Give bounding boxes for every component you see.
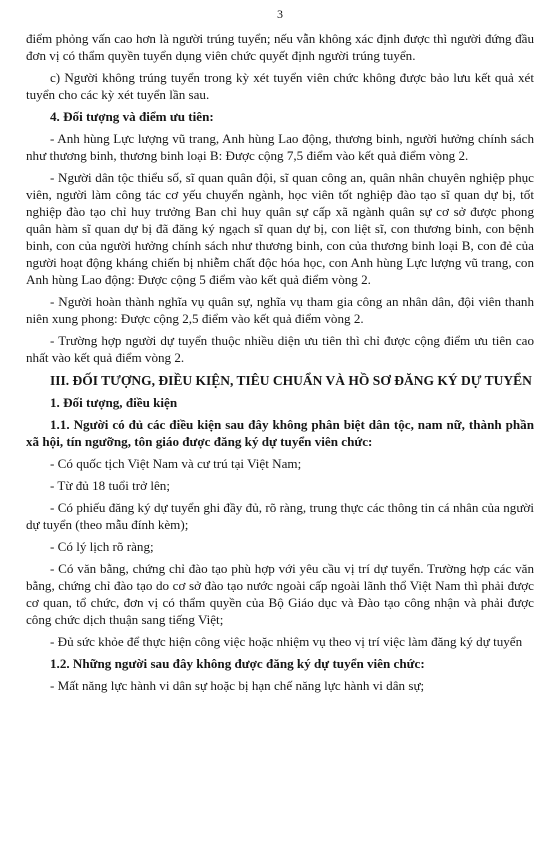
condition-application-form: - Có phiếu đăng ký dự tuyển ghi đầy đủ, rõ ràng, trung thực các thông tin cá nhân của người dự tuyển (theo mẫu đính kèm); bbox=[26, 500, 534, 532]
heading-1-2: 1.2. Những người sau đây không được đăng ký dự tuyển viên chức: bbox=[50, 656, 425, 671]
section-heading-iii: III. ĐỐI TƯỢNG, ĐIỀU KIỆN, TIÊU CHUẨN VÀ HỒ SƠ ĐĂNG KÝ DỰ TUYỂN bbox=[50, 373, 532, 388]
condition-health: - Đủ sức khỏe để thực hiện công việc hoặc nhiệm vụ theo vị trí việc làm đăng ký dự tuyển bbox=[50, 634, 523, 649]
priority-item-multiple: - Trường hợp người dự tuyển thuộc nhiều diện ưu tiên thì chỉ được cộng điểm ưu tiên cao nhất vào kết quả điểm vòng 2. bbox=[26, 333, 534, 365]
priority-item-7-5: - Anh hùng Lực lượng vũ trang, Anh hùng Lao động, thương binh, người hưởng chính sách như thương binh, thương binh loại B: Được cộng 7,5 điểm vào kết quả điểm vòng 2. bbox=[26, 131, 534, 163]
priority-item-5: - Người dân tộc thiểu số, sĩ quan quân đội, sĩ quan công an, quân nhân chuyên nghiệp phục viên, người làm công tác cơ yếu chuyển ngành, học viên tốt nghiệp đào tạo sĩ quan dự bị, tốt nghiệp đào tạo chỉ huy trưởng Ban chỉ huy quân sự cấp xã ngành quân sự cơ sở được phong quân hàm sĩ quan dự bị đã đăng ký ngạch sĩ quan dự bị, con liệt sĩ, con thương binh, con bệnh binh, con của người hưởng chính sách như thương binh, con của thương binh loại B, con đẻ của người hoạt động kháng chiến bị nhiễm chất độc hóa học, con Anh hùng Lực lượng vũ trang, con Anh hùng Lao động: Được cộng 5 điểm vào kết quả điểm vòng 2. bbox=[26, 170, 534, 287]
page-number: 3 bbox=[277, 7, 283, 21]
paragraph-no-reservation: c) Người không trúng tuyển trong kỳ xét tuyển viên chức không được bảo lưu kết quả xét tuyển cho các kỳ xét tuyển lần sau. bbox=[26, 70, 534, 102]
heading-subjects-conditions: 1. Đối tượng, điều kiện bbox=[50, 395, 178, 410]
document-body bbox=[26, 30, 534, 694]
condition-age: - Từ đủ 18 tuổi trở lên; bbox=[50, 478, 170, 493]
condition-background: - Có lý lịch rõ ràng; bbox=[50, 539, 154, 554]
condition-degree: - Có văn bằng, chứng chỉ đào tạo phù hợp với yêu cầu vị trí dự tuyển. Trường hợp các văn bằng, chứng chỉ đào tạo do cơ sở đào tạo nước ngoài cấp ngoài lãnh thổ Việt Nam thì phải được cơ quan, tổ chức, đơn vị có thẩm quyền của Bộ Giáo dục và Đào tạo công nhận và phải được công chức dịch thuận sang tiếng Việt; bbox=[26, 561, 534, 627]
heading-priority: 4. Đối tượng và điểm ưu tiên: bbox=[50, 109, 214, 124]
exclusion-civil-capacity: - Mất năng lực hành vi dân sự hoặc bị hạn chế năng lực hành vi dân sự; bbox=[50, 678, 425, 693]
heading-1-1: 1.1. Người có đủ các điều kiện sau đây không phân biệt dân tộc, nam nữ, thành phần xã hội, tín ngưỡng, tôn giáo được đăng ký dự tuyển viên chức: bbox=[26, 417, 534, 449]
priority-item-2-5: - Người hoàn thành nghĩa vụ quân sự, nghĩa vụ tham gia công an nhân dân, đội viên thanh niên xung phong: Được cộng 2,5 điểm vào kết quả điểm vòng 2. bbox=[26, 294, 534, 326]
paragraph-interview-score: điểm phỏng vấn cao hơn là người trúng tuyển; nếu vẫn không xác định được thì người đứng đầu đơn vị có thẩm quyền tuyển dụng viên chức quyết định người trúng tuyển. bbox=[26, 31, 534, 63]
condition-nationality: - Có quốc tịch Việt Nam và cư trú tại Việt Nam; bbox=[50, 456, 302, 471]
